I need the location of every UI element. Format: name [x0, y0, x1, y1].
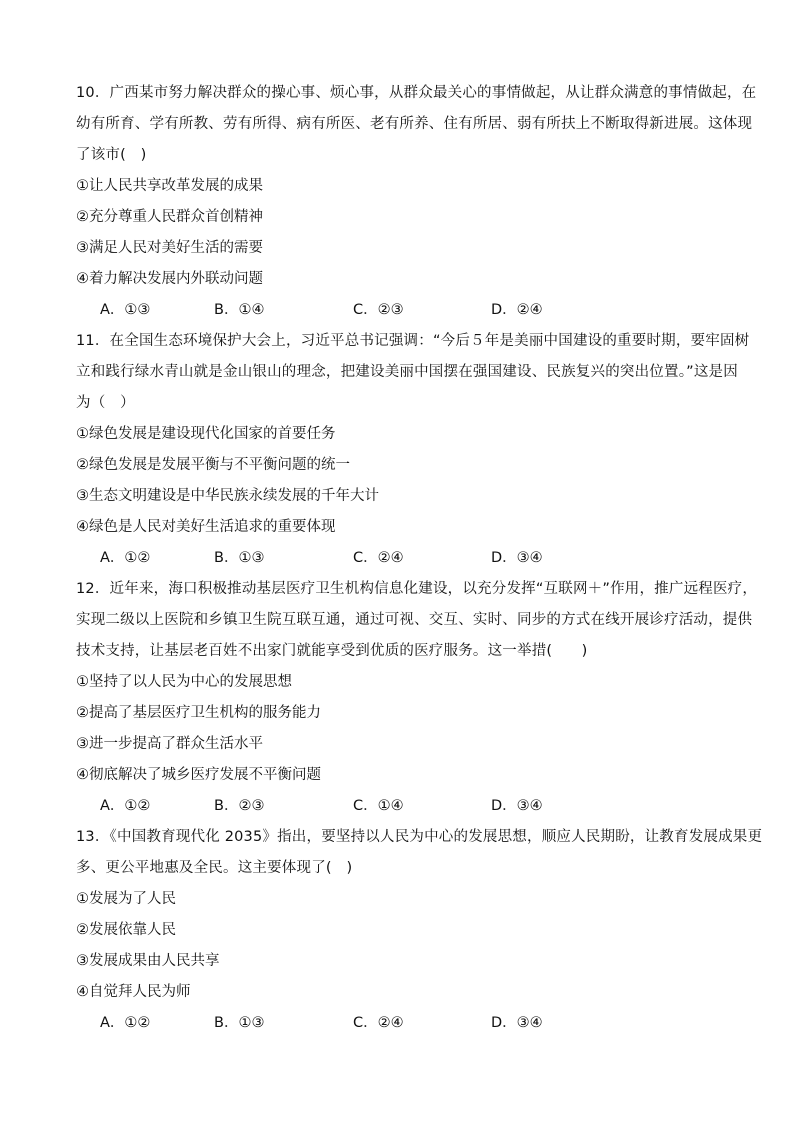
choice-a: A．①② [100, 550, 151, 566]
choice-c: C．②④ [353, 550, 404, 566]
choice-b: B．①③ [214, 550, 265, 566]
question-11 [76, 326, 750, 574]
choice-a: A．①③ [100, 302, 151, 318]
question-stem-line: 12．近年来，海口积极推动基层医疗卫生机构信息化建设，以充分发挥“互联网＋”作用，推广远程医疗， [76, 581, 758, 597]
choice-d: D．②④ [491, 302, 543, 318]
statement-option: ③发展成果由人民共享 [76, 953, 220, 969]
statement-option: ②充分尊重人民群众首创精神 [76, 209, 263, 225]
choice-a: A．①② [100, 798, 151, 814]
question-stem-line: 为（ ） [76, 395, 135, 411]
choice-b: B．①④ [214, 302, 265, 318]
question-13 [76, 822, 763, 1039]
statement-option: ②绿色发展是发展平衡与不平衡问题的统一 [76, 457, 350, 473]
statement-option: ③生态文明建设是中华民族永续发展的千年大计 [76, 488, 379, 504]
statement-option: ③满足人民对美好生活的需要 [76, 240, 263, 256]
statement-option: ④着力解决发展内外联动问题 [76, 271, 263, 287]
answer-choices [76, 543, 720, 574]
answer-choices [76, 791, 720, 822]
question-stem-line: 多、更公平地惠及全民。这主要体现了( ) [76, 860, 353, 876]
question-stem-line: 实现二级以上医院和乡镇卫生院互联互通，通过可视、交互、实时、同步的方式在线开展诊疗活动，提供 [76, 612, 753, 628]
question-stem-line: 技术支持，让基层老百姓不出家门就能享受到优质的医疗服务。这一举措( ) [76, 643, 588, 659]
question-stem-line: 了该市( ) [76, 147, 147, 163]
question-stem-line: 立和践行绿水青山就是金山银山的理念，把建设美丽中国摆在强国建设、民族复兴的突出位置。”这是因 [76, 364, 738, 380]
statement-option: ①发展为了人民 [76, 891, 176, 907]
statement-option: ③进一步提高了群众生活水平 [76, 736, 263, 752]
answer-choices [76, 1008, 720, 1039]
question-stem-line: 幼有所育、学有所教、劳有所得、病有所医、老有所养、住有所居、弱有所扶上不断取得新进展。这体现 [76, 116, 753, 132]
choice-d: D．③④ [491, 798, 543, 814]
question-stem-line: 13．《中国教育现代化 2035》指出，要坚持以人民为中心的发展思想，顺应人民期盼，让教育发展成果更 [76, 829, 763, 845]
choice-b: B．①③ [214, 1015, 265, 1031]
choice-b: B．②③ [214, 798, 265, 814]
question-10 [76, 78, 757, 326]
statement-option: ①让人民共享改革发展的成果 [76, 178, 263, 194]
statement-option: ②发展依靠人民 [76, 922, 176, 938]
choice-c: C．②④ [353, 1015, 404, 1031]
choice-d: D．③④ [491, 550, 543, 566]
answer-choices [76, 295, 720, 326]
statement-option: ①绿色发展是建设现代化国家的首要任务 [76, 426, 336, 442]
statement-option: ②提高了基层医疗卫生机构的服务能力 [76, 705, 321, 721]
choice-d: D．③④ [491, 1015, 543, 1031]
question-12 [76, 574, 758, 822]
statement-option: ④自觉拜人民为师 [76, 984, 191, 1000]
choice-c: C．①④ [353, 798, 404, 814]
statement-option: ④彻底解决了城乡医疗发展不平衡问题 [76, 767, 321, 783]
choice-c: C．②③ [353, 302, 404, 318]
choice-a: A．①② [100, 1015, 151, 1031]
question-stem-line: 11．在全国生态环境保护大会上，习近平总书记强调：“今后５年是美丽中国建设的重要时期，要牢固树 [76, 333, 750, 349]
statement-option: ④绿色是人民对美好生活追求的重要体现 [76, 519, 336, 535]
worksheet-page [76, 78, 763, 1039]
statement-option: ①坚持了以人民为中心的发展思想 [76, 674, 292, 690]
question-stem-line: 10．广西某市努力解决群众的操心事、烦心事，从群众最关心的事情做起，从让群众满意的事情做起，在 [76, 85, 757, 101]
